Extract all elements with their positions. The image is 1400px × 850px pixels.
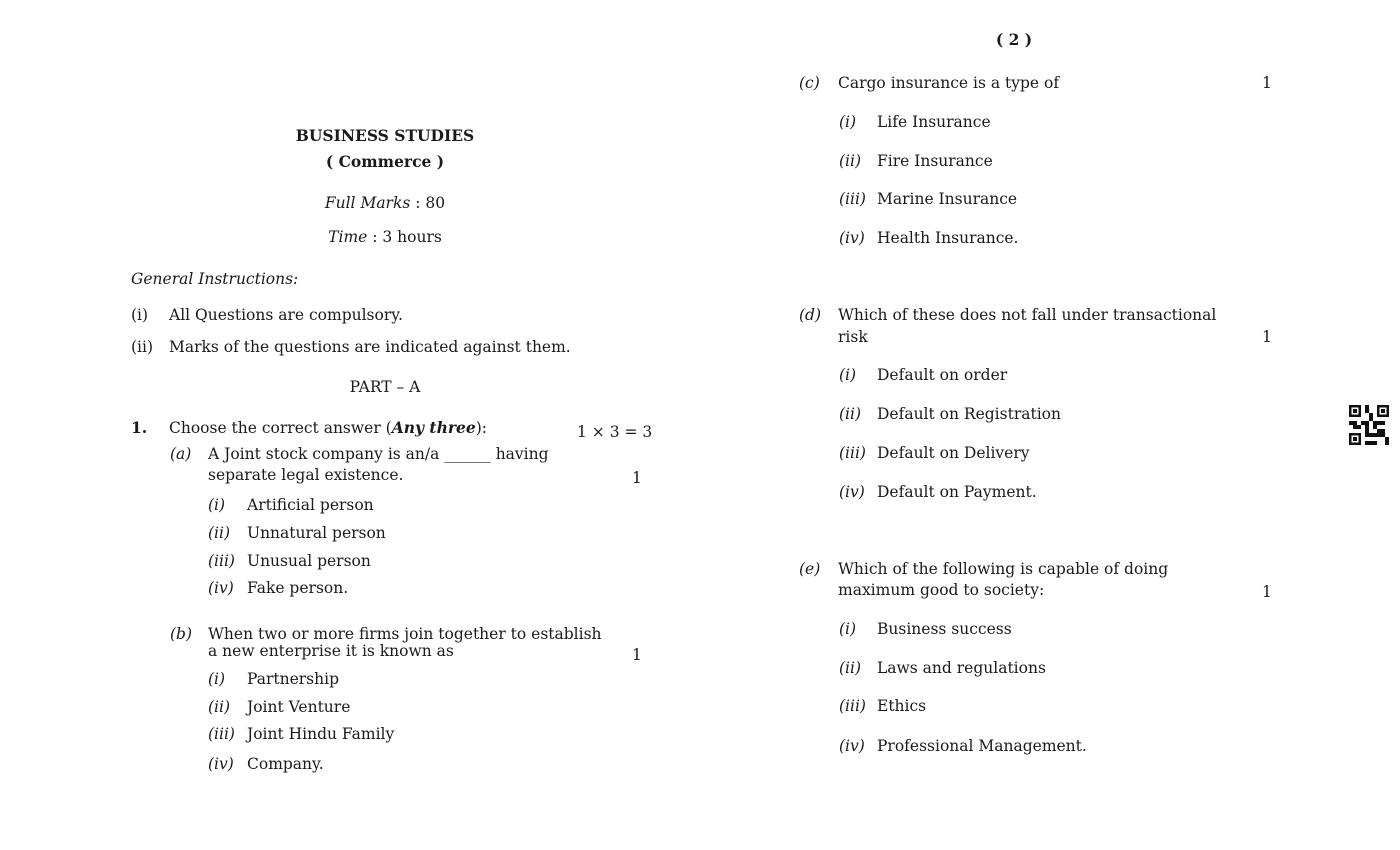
option-text: Business success — [877, 620, 1012, 638]
option-text: Default on Delivery — [877, 444, 1030, 462]
full-marks: Full Marks : 80 — [324, 194, 446, 212]
time: Time : 3 hours — [328, 228, 442, 246]
paper-title: BUSINESS STUDIES — [295, 126, 475, 145]
option-label: (i) — [839, 366, 857, 384]
option-text: Fire Insurance — [877, 152, 993, 170]
sub-question-text: Which of the following is capable of doing — [838, 560, 1169, 578]
sub-question-text: Which of these does not fall under transactional — [838, 306, 1217, 324]
option-text: Laws and regulations — [877, 659, 1046, 677]
option-label: (iii) — [839, 444, 866, 462]
option-label: (iv) — [839, 483, 865, 501]
option-label: (iii) — [839, 697, 866, 715]
option-label: (iv) — [839, 737, 865, 755]
option-text: Joint Hindu Family — [247, 725, 395, 743]
sub-question-label: (d) — [799, 306, 822, 324]
sub-question-label: (a) — [170, 445, 192, 463]
option-label: (iv) — [208, 579, 234, 597]
option-text: Ethics — [877, 697, 927, 715]
qr-code-icon — [1349, 405, 1389, 445]
time-value: 3 hours — [382, 228, 442, 246]
q1-emphasis: Any three — [391, 418, 476, 437]
instruction-num: (i) — [131, 306, 149, 324]
option-label: (i) — [839, 113, 857, 131]
page-number: ( 2 ) — [995, 30, 1033, 49]
instructions-heading: General Instructions: — [131, 270, 299, 288]
option-label: (ii) — [208, 698, 231, 716]
sub-question-marks: 1 — [1262, 328, 1272, 346]
time-label: Time — [328, 228, 368, 246]
option-text: Company. — [247, 755, 324, 773]
q1-text-post: ): — [475, 419, 488, 437]
option-text: Unnatural person — [247, 524, 386, 542]
question-marks: 1 × 3 = 3 — [577, 423, 653, 441]
sub-question-text: a new enterprise it is known as — [208, 642, 454, 660]
option-text: Default on order — [877, 366, 1008, 384]
sub-question-marks: 1 — [632, 469, 642, 487]
sub-question-label: (e) — [799, 560, 821, 578]
sub-question-text: risk — [838, 328, 868, 346]
q1-text-pre: Choose the correct answer ( — [169, 419, 392, 437]
option-label: (iv) — [839, 229, 865, 247]
option-label: (ii) — [839, 405, 862, 423]
option-text: Life Insurance — [877, 113, 991, 131]
option-text: Fake person. — [247, 579, 349, 597]
option-label: (ii) — [208, 524, 231, 542]
sub-question-label: (c) — [799, 74, 820, 92]
option-text: Joint Venture — [247, 698, 351, 716]
sub-question-text: A Joint stock company is an/a ______ having — [208, 445, 549, 463]
option-text: Default on Registration — [877, 405, 1061, 423]
part-heading: PART – A — [349, 378, 421, 396]
option-text: Health Insurance. — [877, 229, 1019, 247]
option-label: (ii) — [839, 152, 862, 170]
sub-question-marks: 1 — [632, 646, 642, 664]
option-label: (iii) — [208, 725, 235, 743]
sub-question-text: When two or more firms join together to establish — [208, 625, 602, 643]
sub-question-text: Cargo insurance is a type of — [838, 74, 1060, 92]
instruction-text: All Questions are compulsory. — [169, 306, 403, 324]
sub-question-label: (b) — [170, 625, 193, 643]
option-text: Marine Insurance — [877, 190, 1018, 208]
sub-question-text: maximum good to society: — [838, 581, 1045, 599]
full-marks-value: 80 — [425, 194, 446, 212]
paper-subtitle: ( Commerce ) — [325, 152, 445, 171]
option-text: Default on Payment. — [877, 483, 1037, 501]
option-label: (i) — [208, 496, 226, 514]
question-text — [169, 418, 487, 438]
option-label: (i) — [839, 620, 857, 638]
instruction-num: (ii) — [131, 338, 154, 356]
option-text: Artificial person — [247, 496, 374, 514]
sub-question-text: separate legal existence. — [208, 466, 404, 484]
option-label: (iv) — [208, 755, 234, 773]
option-label: (iii) — [208, 552, 235, 570]
option-label: (i) — [208, 670, 226, 688]
option-label: (iii) — [839, 190, 866, 208]
full-marks-label: Full Marks — [324, 194, 411, 212]
sub-question-marks: 1 — [1262, 74, 1272, 92]
question-number: 1. — [131, 418, 148, 437]
option-text: Partnership — [247, 670, 339, 688]
option-label: (ii) — [839, 659, 862, 677]
option-text: Professional Management. — [877, 737, 1087, 755]
sub-question-marks: 1 — [1262, 583, 1272, 601]
instruction-text: Marks of the questions are indicated against them. — [169, 338, 571, 356]
option-text: Unusual person — [247, 552, 371, 570]
